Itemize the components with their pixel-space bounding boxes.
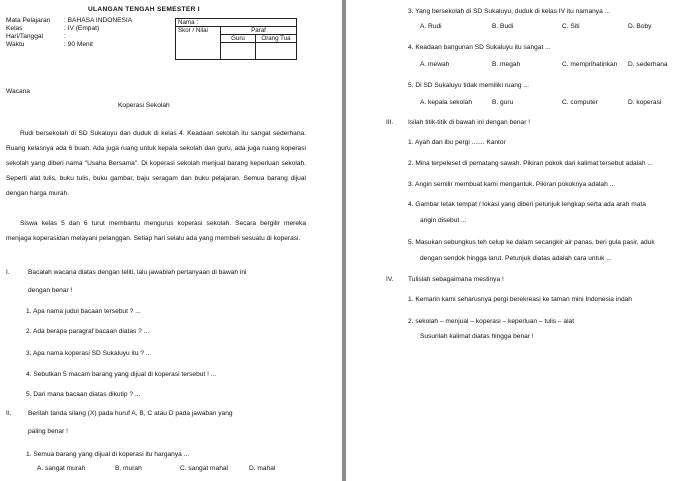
guru-cell: Guru <box>221 35 256 43</box>
section-4-instruction: Tulislah sebagaimana mestinya ! <box>408 276 504 283</box>
section-2-number: II. <box>6 410 12 417</box>
exam-title: ULANGAN TENGAH SEMESTER I <box>88 6 200 13</box>
info-label-subject: Mata Pelajaran <box>6 17 51 24</box>
q4-option-d: D. sederhana <box>628 61 668 68</box>
info-value-time: : 90 Menit <box>64 41 93 48</box>
section-4-item: 2. sekolah – menjual – koperasi – keperluan – tulis – alat <box>408 318 575 325</box>
section-1-instruction: Bacalah wacana diatas dengan teliti, lalu jawablah pertanyaan di bawah ini <box>28 269 247 276</box>
wacana-label: Wacana <box>6 88 30 95</box>
section-2-instruction-cont: paling benar ! <box>28 428 68 435</box>
ortu-cell: Orang Tua <box>256 35 297 43</box>
q5-option-b: B. guru <box>492 99 514 106</box>
q1-option-d: D. mahal <box>249 465 276 472</box>
section-3-item: 3. Angin semilir membuat kami mengantuk. Pikiran pokoknya adalah ... <box>408 181 616 188</box>
score-cell: Skor / Nilai <box>176 27 221 60</box>
info-value-class: : IV (Empat) <box>64 25 100 32</box>
info-label-date: Hari/Tanggal <box>6 33 44 40</box>
q3-option-b: B. Budi <box>492 23 514 30</box>
q5-option-d: D. koperasi <box>628 99 662 106</box>
ortu-sign-cell <box>256 43 297 60</box>
reading-paragraph-2: Siswa kelas 5 dan 6 turut membantu mengurus koperasi sekolah. Secara bergilir mereka menjaga koperasidan melayani pelanggan. Setiap hari selalu ada yang membeli sesuatu di koperasi. <box>6 220 306 242</box>
reading-paragraph-1: Rudi bersekolah di SD Sukaluyu dan duduk di kelas 4. Keadaan sekolah itu sangat sederhana. Ruang kelasnya ada 6 buah. Ada juga ruang untuk kepala sekolah dan guru, ada juga ruang koperasi sekolah yang diberi nama "Usaha Bersama". Di koperasi sekolah menjual barang keperluan sekolah. Seperti alat tulis, buku tulis, buku gambar, baju seragam dan buku pelajaran. Semua barang dijual dengan harga murah. <box>6 130 306 197</box>
section-1-question: 3. Apa nama koperasi SD Sukaluyu itu ? ... <box>26 350 152 357</box>
info-label-class: Kelas <box>6 25 23 32</box>
section-4-item: 1. Kemarin kami seharusnya pergi berekreasi ke taman mini Indonesia indah <box>408 296 632 303</box>
section-3-number: III. <box>386 119 394 126</box>
section-1-question: 2. Ada berapa paragraf bacaan diatas ? ... <box>26 328 150 335</box>
section-3-item: 1. Ayah dan ibu pergi ....... Kantor <box>408 139 506 146</box>
section-4-item-cont: Susunlah kalimat diatas hingga benar ! <box>420 333 534 340</box>
document-page-left <box>0 0 342 481</box>
q4-option-c: C. memprihatinkan <box>562 61 618 68</box>
q5-option-c: C. computer <box>562 99 598 106</box>
section-1-number: I. <box>6 269 10 276</box>
document-page-right <box>346 0 697 481</box>
paraf-cell: Paraf <box>221 27 297 35</box>
q4-option-b: B. megah <box>492 61 521 68</box>
section-4-number: IV. <box>386 276 394 283</box>
q4-option-a: A. mewah <box>420 61 450 68</box>
section-1-question: 5. Dari mana bacaan diatas dikutip ? ... <box>26 391 141 398</box>
section-1-question: 4. Sebutkan 5 macam barang yang dijual di koperasi tersebut ! ... <box>26 371 217 378</box>
section-3-item-cont: dengan sendok hingga larut. Petunjuk diatas adalah cara untuk ... <box>420 255 612 262</box>
info-value-date: : <box>64 33 66 40</box>
guru-sign-cell <box>221 43 256 60</box>
section-1-instruction-cont: dengan benar ! <box>28 287 73 294</box>
score-box <box>175 18 297 60</box>
section-2-question-3: 3. Yang bersekolah di SD Sukaluyu, duduk di kelas IV itu namanya ... <box>408 8 611 15</box>
info-value-subject: : BAHASA INDONESIA <box>64 17 133 24</box>
q5-option-a: A. kepala sekolah <box>420 99 473 106</box>
section-2-instruction: Berilah tanda silang (X) pada huruf A, B, C atau D pada jawaban yang <box>28 410 233 417</box>
section-2-question-4: 4. Keadaan bangunan SD Sukaluyu itu sangat ... <box>408 44 551 51</box>
reading-title: Koperasi Sekolah <box>118 102 170 109</box>
q1-option-c: C. sangat mahal <box>180 465 229 472</box>
section-2-question-5: 5. Di SD Sukaluyu tidak memiliki ruang ... <box>408 82 529 89</box>
q1-option-a: A. sangat murah <box>37 465 86 472</box>
section-2-question-1: 1. Semua barang yang dijual di koperasi itu harganya ... <box>26 451 190 458</box>
q3-option-c: C. Siti <box>562 23 580 30</box>
section-3-item-cont: angin disebut ... <box>420 217 467 224</box>
score-name-cell: Nama : <box>176 19 297 27</box>
q3-option-d: D. Boby <box>628 23 652 30</box>
section-3-instruction: Isilah titik-titik di bawah ini dengan benar ! <box>408 119 531 126</box>
q3-option-a: A. Rudi <box>420 23 442 30</box>
section-3-item: 4. Gambar letak tempat / lokasi yang diberi petunjuk lengkap serta ada arah mata <box>408 201 646 208</box>
section-3-item: 5. Masukan sebungkus teh celup ke dalam secangkir air panas, beri gula pasir, aduk <box>408 239 655 246</box>
q1-option-b: B. murah <box>115 465 142 472</box>
section-1-question: 1. Apa nama judul bacaan tersebut ? ... <box>26 308 141 315</box>
section-3-item: 2. Mina terpeleset di pematang sawah. Pikiran pokok dari kalimat tersebut adalah ... <box>408 160 653 167</box>
info-label-time: Waktu <box>6 41 25 48</box>
